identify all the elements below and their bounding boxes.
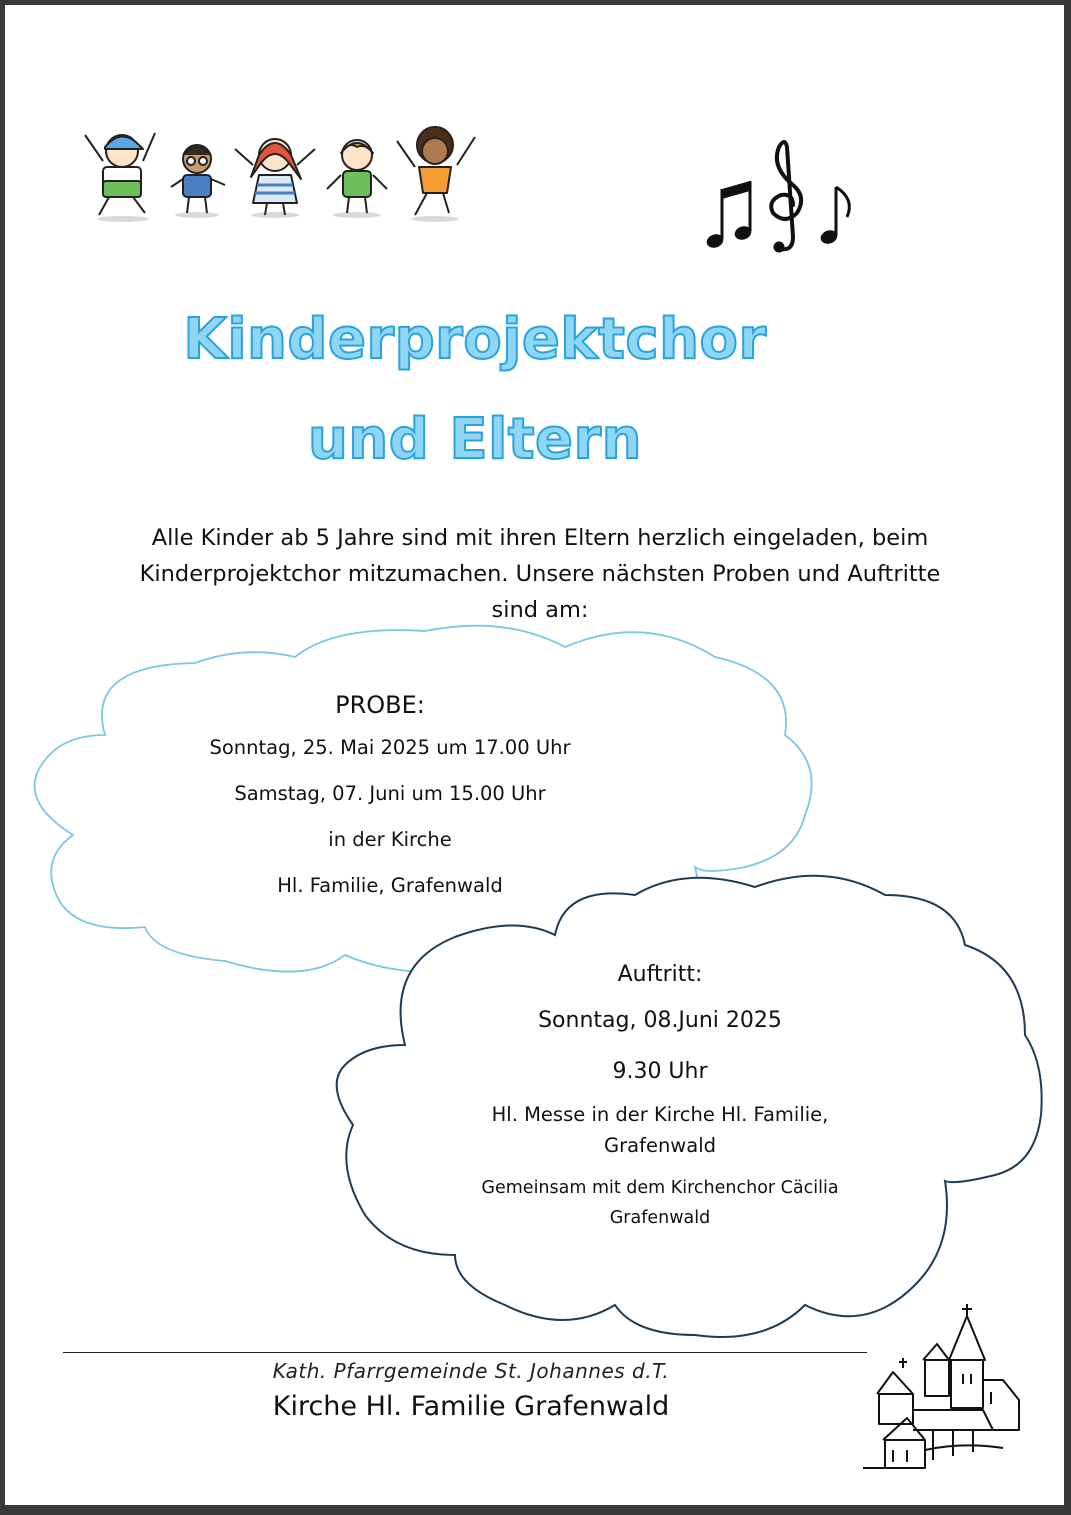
probe-date-2: Samstag, 07. Juni um 15.00 Uhr <box>234 782 546 805</box>
kid-3-figure <box>235 139 315 215</box>
church-drawing-icon <box>863 1300 1023 1475</box>
auftritt-place <box>445 1099 875 1161</box>
footer-parish: Kath. Pfarrgemeinde St. Johannes d.T. <box>272 1359 670 1383</box>
flyer-page <box>5 5 1064 1505</box>
auftritt-note-line-2: Grafenwald <box>609 1208 711 1228</box>
auftritt-note <box>445 1173 875 1233</box>
auftritt-section <box>445 955 875 1233</box>
kid-2-figure <box>171 145 225 213</box>
dancing-children-illustration <box>75 123 485 225</box>
auftritt-place-line-2: Grafenwald <box>604 1134 716 1157</box>
title-line-1: Kinderprojektchor <box>183 307 767 372</box>
intro-line-3: sind am: <box>491 597 589 623</box>
kid-1-figure <box>85 133 155 215</box>
probe-location-1: in der Kirche <box>328 828 452 851</box>
intro-line-1: Alle Kinder ab 5 Jahre sind mit ihren Eltern herzlich eingeladen, beim <box>151 525 929 551</box>
auftritt-note-line-1: Gemeinsam mit dem Kirchenchor Cäcilia <box>481 1178 839 1198</box>
footer-church: Kirche Hl. Familie Grafenwald <box>272 1391 670 1422</box>
intro-line-2: Kinderprojektchor mitzumachen. Unsere nächsten Proben und Auftritte <box>139 561 941 587</box>
probe-section <box>155 685 625 909</box>
auftritt-date: Sonntag, 08.Juni 2025 <box>538 1008 782 1033</box>
kid-5-figure <box>397 127 475 215</box>
probe-heading: PROBE: <box>335 691 425 719</box>
title-line-2: und Eltern <box>308 407 642 472</box>
auftritt-heading: Auftritt: <box>617 962 703 987</box>
auftritt-place-line-1: Hl. Messe in der Kirche Hl. Familie, <box>491 1103 829 1126</box>
music-notes-icon <box>697 137 867 257</box>
probe-location-2: Hl. Familie, Grafenwald <box>277 874 503 897</box>
footer-divider <box>63 1352 867 1353</box>
kid-4-figure <box>327 140 387 213</box>
probe-date-1: Sonntag, 25. Mai 2025 um 17.00 Uhr <box>209 736 571 759</box>
auftritt-time: 9.30 Uhr <box>612 1059 708 1084</box>
